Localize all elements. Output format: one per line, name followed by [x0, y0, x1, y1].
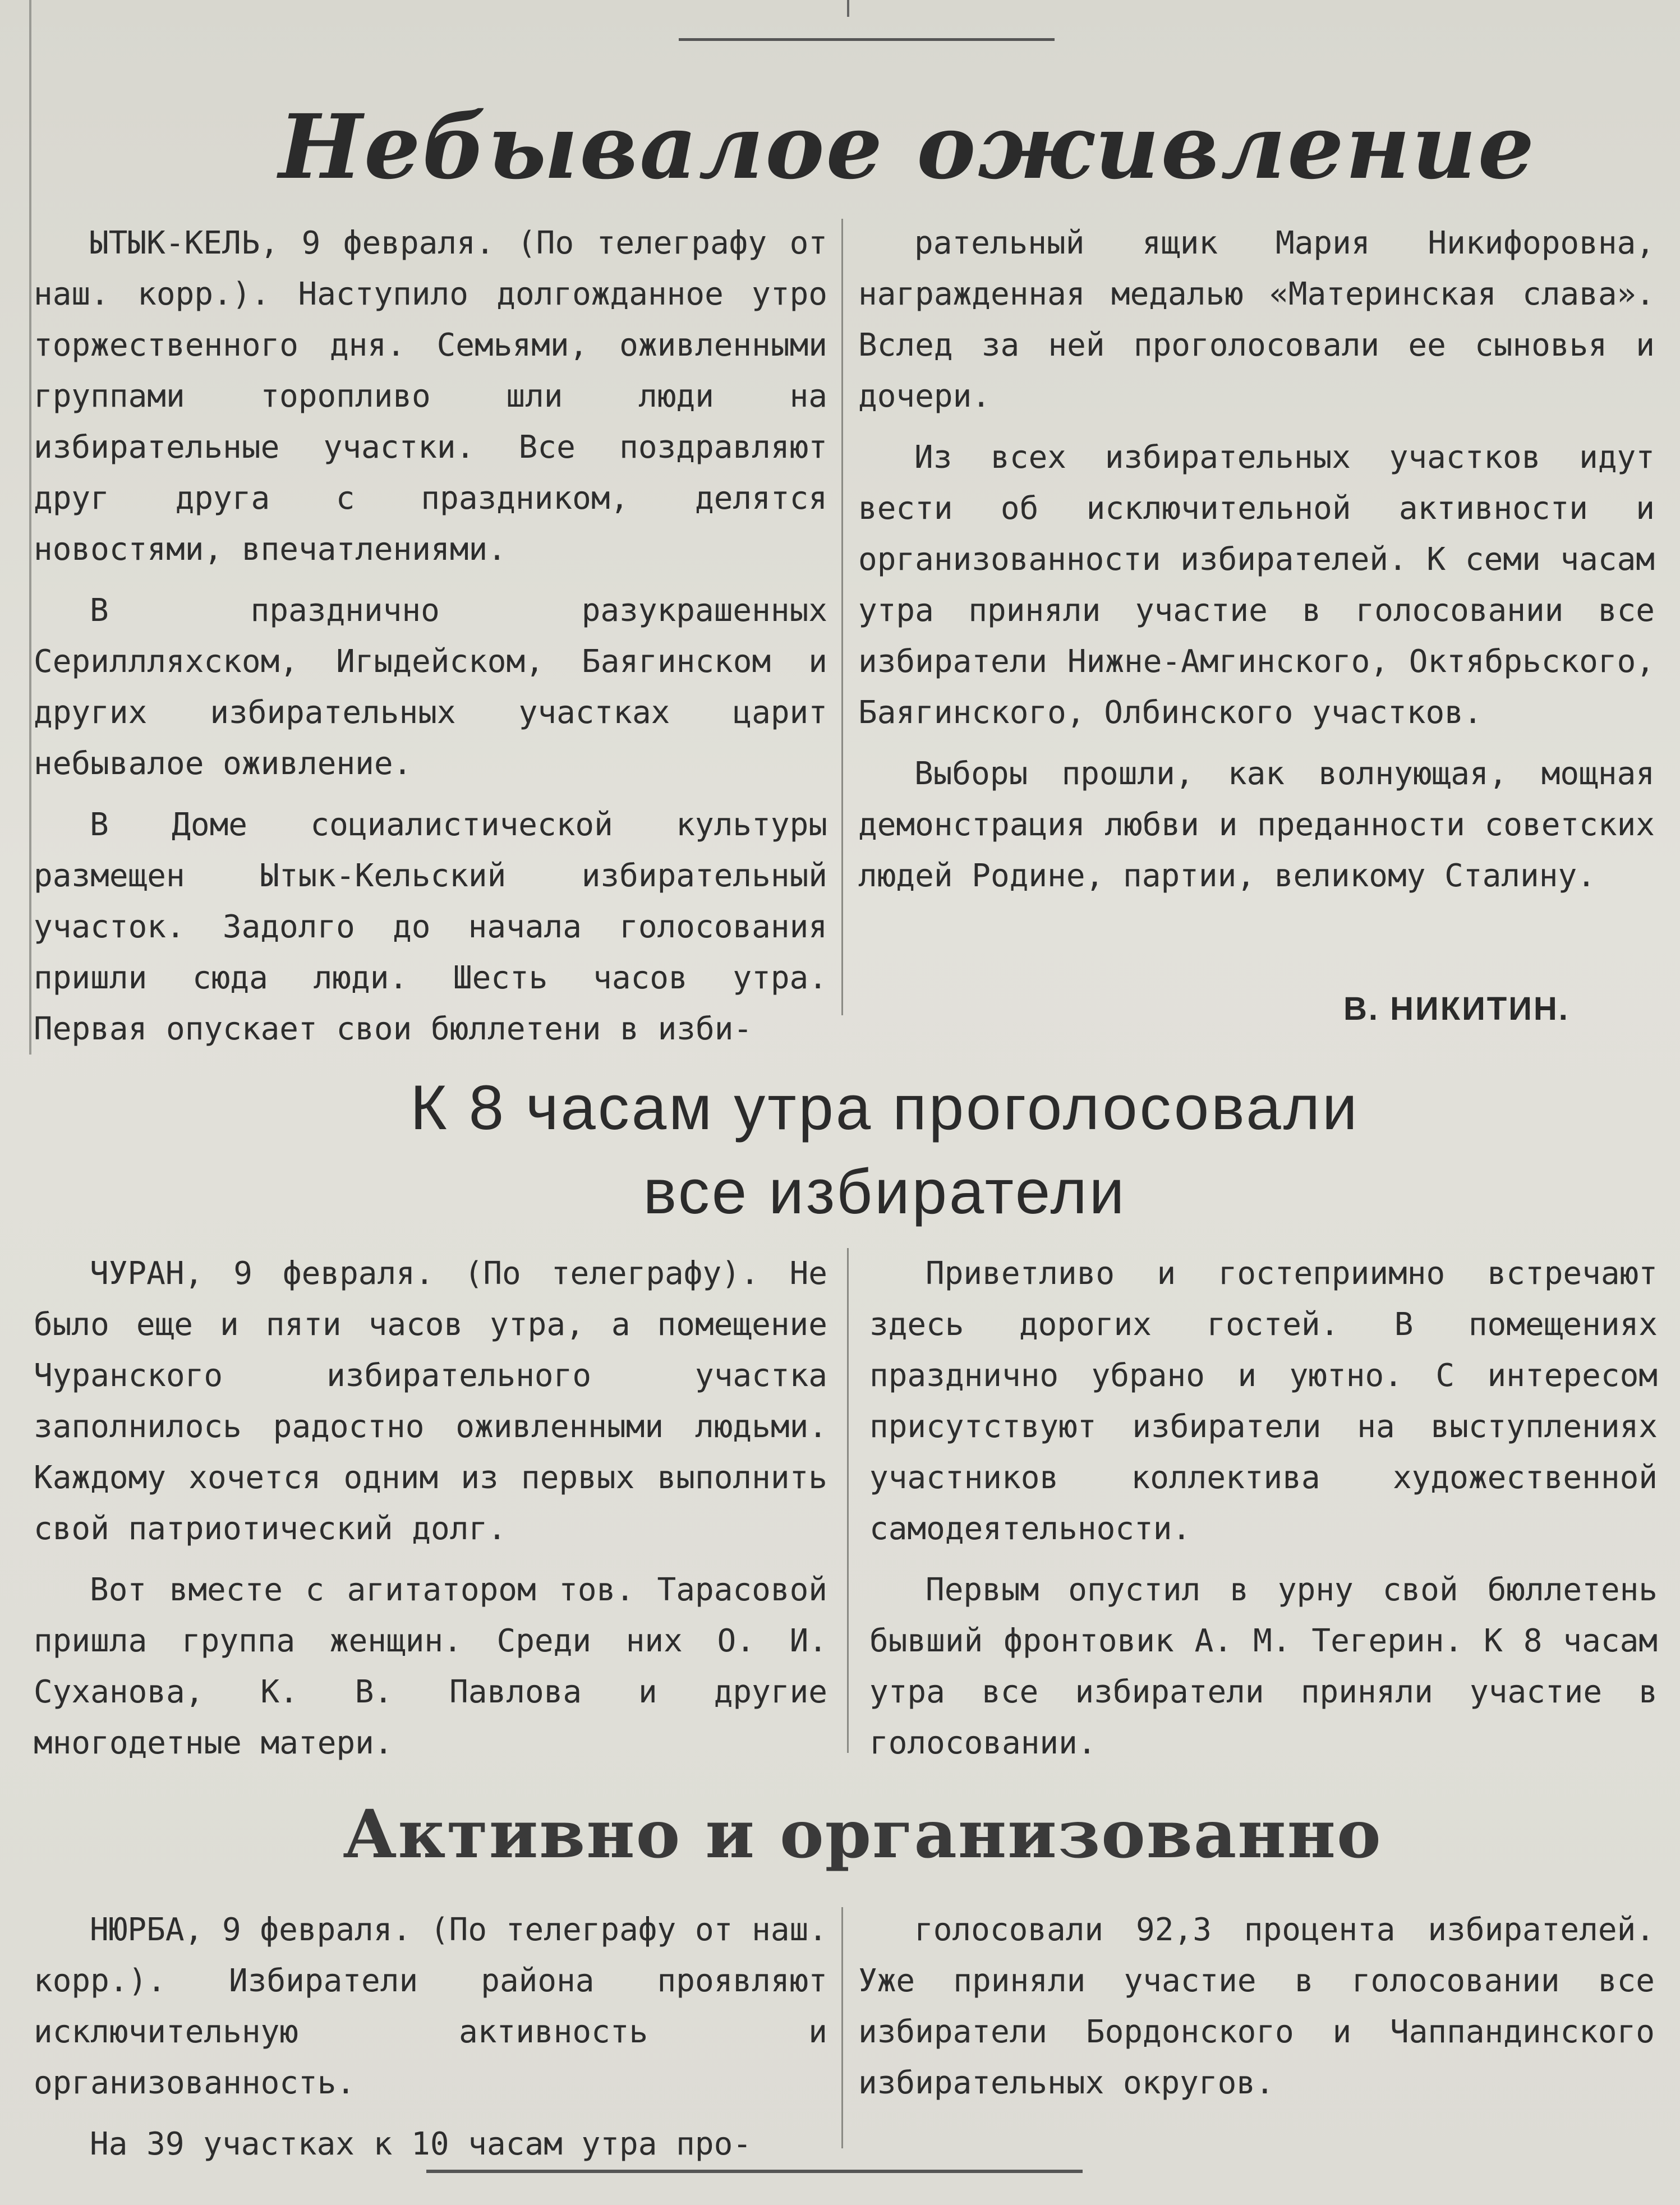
article2-left-paragraph: ЧУРАН, 9 февраля. (По телеграфу). Не было еще и пяти часов утра, а помещение Чуранского избирательного участка заполнилось радостно оживленными людьми. Каждому хочется одним из первых выполнить свой патриотический долг. — [34, 1255, 827, 1547]
article2-left-paragraph: Вот вместе с агитатором тов. Тарасовой пришла группа женщин. Среди них О. И. Суханова, К. В. Павлова и другие многодетные матери. — [34, 1572, 827, 1761]
article2-title-line1: К 8 часам утра проголосовали — [410, 1072, 1360, 1143]
article1-right-column — [858, 218, 1655, 901]
article1-left-column — [34, 218, 827, 1055]
article1-left-paragraph: ЫТЫК-КЕЛЬ, 9 февраля. (По телеграфу от наш. корр.). Наступило долгожданное утро торжественного дня. Семьями, оживленными группами торопливо шли люди на избирательные участки. Все поздравляют друг друга с праздником, делятся новостями, впечатлениями. — [34, 225, 827, 568]
article2-right-column — [869, 1248, 1658, 1769]
article1-left-paragraph: В празднично разукрашенных Сериллляхском, Игыдейском, Баягинском и других избирательных участках царит небывалое оживление. — [34, 592, 827, 782]
section-rule-bottom — [426, 2170, 1083, 2173]
article2-left-column — [34, 1248, 827, 1769]
article3-column-divider — [841, 1907, 843, 2148]
article3-left-paragraph: НЮРБА, 9 февраля. (По телеграфу от наш. корр.). Избиратели района проявляют исключительную активность и организованность. — [34, 1912, 827, 2101]
article1-right-paragraph: Выборы прошли, как волнующая, мощная демонстрация любви и преданности советских людей Родине, партии, великому Сталину. — [858, 756, 1655, 894]
article2-title-line2: все избиратели — [643, 1157, 1127, 1227]
article1-signature: В. НИКИТИН. — [1343, 991, 1569, 1027]
column-divider-top — [847, 0, 849, 17]
article2-title — [0, 1066, 1680, 1234]
article1-column-divider — [841, 219, 843, 1015]
article3-left-column — [34, 1904, 827, 2170]
section-rule-top — [679, 38, 1055, 41]
article3-right-paragraph: голосовали 92,3 процента избирателей. Уже приняли участие в голосовании все избиратели Бордонского и Чаппандинского избирательных округов. — [858, 1912, 1655, 2101]
article1-title: Небывалое оживление — [278, 95, 1536, 199]
article3-title: Активно и организованно — [343, 1795, 1382, 1873]
article1-right-paragraph: Из всех избирательных участков идут вести об исключительной активности и организованности избирателей. К семи часам утра приняли участие в голосовании все избиратели Нижне-Амгинского, Октябрьского, Баягинского, Олбинского участков. — [858, 439, 1655, 731]
article1-left-paragraph: В Доме социалистической культуры размещен Ытык-Кельский избирательный участок. Задолго до начала голосования пришли сюда люди. Шесть часов утра. Первая опускает свои бюллетени в изби- — [34, 807, 827, 1047]
article2-right-paragraph: Первым опустил в урну свой бюллетень бывший фронтовик А. М. Тегерин. К 8 часам утра все избиратели приняли участие в голосовании. — [869, 1572, 1658, 1761]
article3-right-column — [858, 1904, 1655, 2109]
article2-column-divider — [847, 1248, 849, 1753]
article1-right-paragraph: рательный ящик Мария Никифоровна, награжденная медалью «Материнская слава». Вслед за ней проголосовали ее сыновья и дочери. — [858, 225, 1655, 415]
article3-left-paragraph: На 39 участках к 10 часам утра про- — [90, 2126, 752, 2162]
article2-right-paragraph: Приветливо и гостеприимно встречают здесь дорогих гостей. В помещениях празднично убрано и уютно. С интересом присутствуют избиратели на выступлениях участников коллектива художественной самодеятельности. — [869, 1255, 1658, 1547]
